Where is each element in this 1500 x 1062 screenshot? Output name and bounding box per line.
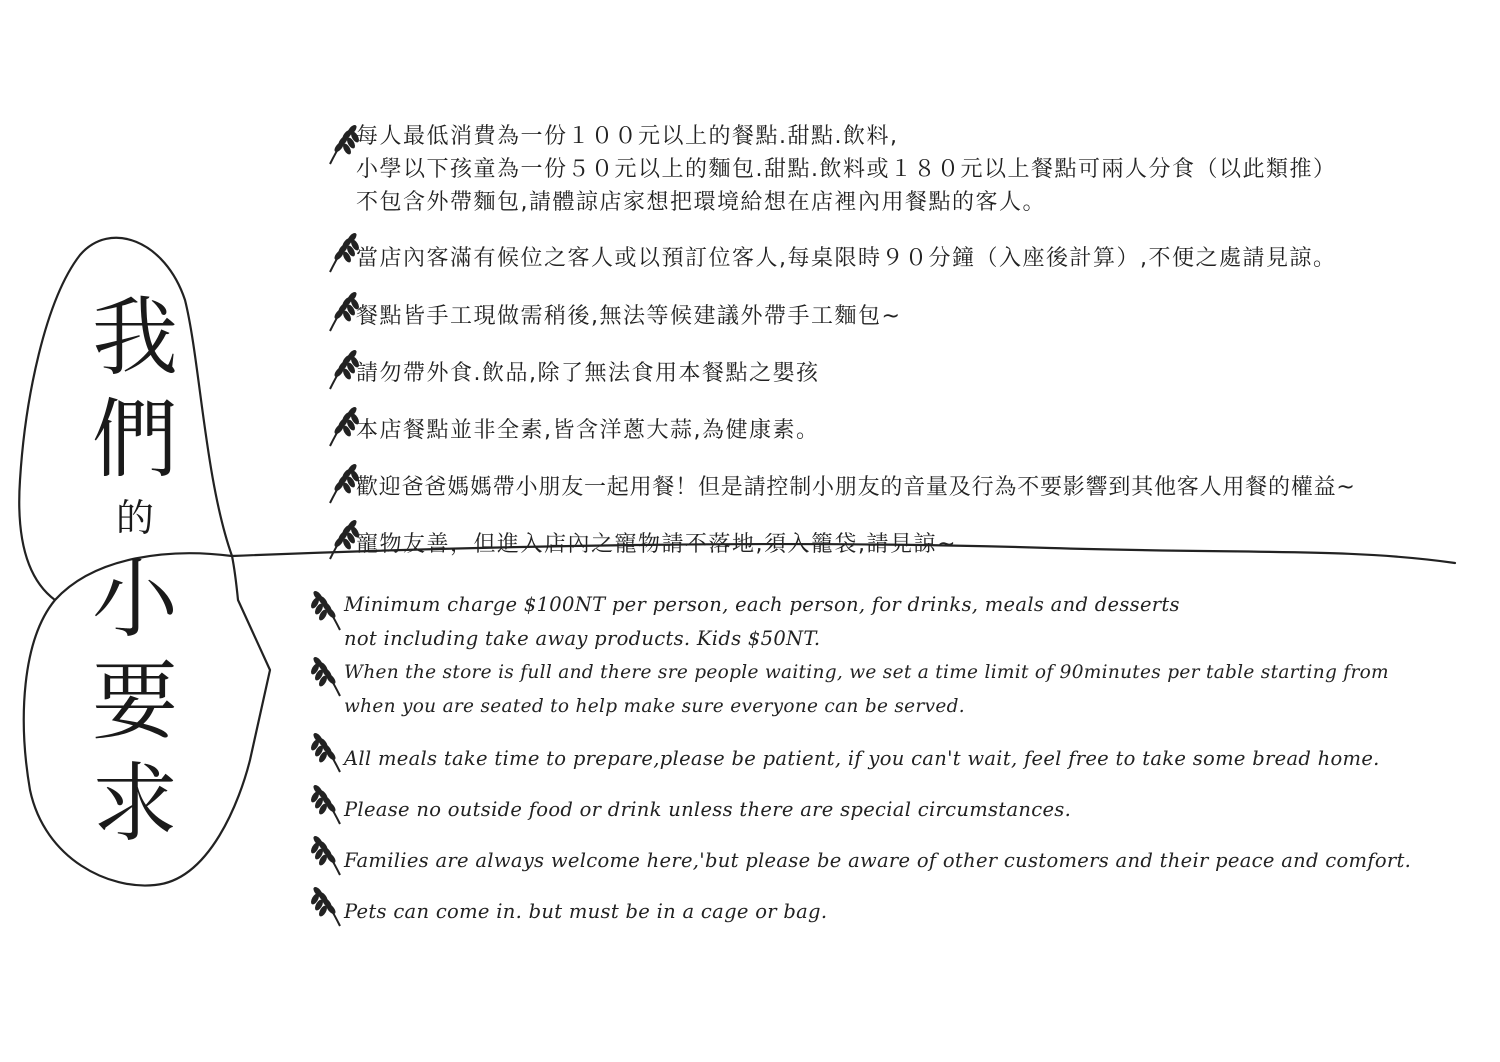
rule-zh-1-line-3: 不包含外帶麵包,請體諒店家想把環境給想在店裡內用餐點的客人。 [356,190,1046,215]
wheat-icon [310,588,344,632]
wheat-icon [326,347,360,391]
title-char-5: 要 [92,652,178,752]
rule-en-6-line-1: Pets can come in. but must be in a cage or bag. [344,900,828,923]
wheat-icon [326,230,360,274]
rule-zh-6 [356,471,1356,504]
rule-en-5-line-1: Families are always welcome here,'but please be aware of other customers and their peace and comfort. [344,849,1412,872]
wheat-icon [310,730,344,774]
title-char-4: 小 [92,550,178,650]
rule-en-6 [344,895,827,929]
wheat-icon [326,404,360,448]
title-char-1: 我 [92,288,178,388]
rule-zh-1-line-2: 小學以下孩童為一份５０元以上的麵包.甜點.飲料或１８０元以上餐點可兩人分食（以此類推） [356,157,1337,182]
rule-zh-3-line-1: 餐點皆手工現做需稍後,無法等候建議外帶手工麵包~ [356,304,902,329]
rule-en-5 [344,844,1411,878]
rule-zh-2-line-1: 當店內客滿有候位之客人或以預訂位客人,每桌限時９０分鐘（入座後計算）,不便之處請見諒。 [356,246,1337,271]
rule-en-2-line-2: when you are seated to help make sure everyone can be served. [344,696,965,717]
wheat-icon [326,122,360,166]
title-vertical [80,288,190,863]
rule-en-1-line-2: not including take away products. Kids $50NT. [344,627,821,650]
rule-en-4-line-1: Please no outside food or drink unless there are special circumstances. [344,798,1072,821]
rule-zh-7 [356,528,957,561]
rule-zh-4-line-1: 請勿帶外食.飲品,除了無法食用本餐點之嬰孩 [356,361,820,386]
rule-zh-1 [356,120,1337,219]
rule-zh-3 [356,300,901,333]
wheat-icon [310,833,344,877]
rule-zh-5 [356,414,820,447]
wheat-icon [326,289,360,333]
rule-zh-6-line-1: 歡迎爸爸媽媽帶小朋友一起用餐！但是請控制小朋友的音量及行為不要影響到其他客人用餐的權益~ [356,475,1356,500]
rule-en-3 [344,742,1380,776]
rule-zh-2 [356,242,1337,275]
rule-zh-5-line-1: 本店餐點並非全素,皆含洋蔥大蒜,為健康素。 [356,418,820,443]
rule-en-3-line-1: All meals take time to prepare,please be patient, if you can't wait, feel free to take some bread home. [344,747,1380,770]
rule-en-1 [344,588,1180,656]
rule-en-1-line-1: Minimum charge $100NT per person, each person, for drinks, meals and desserts [344,593,1180,616]
wheat-icon [310,782,344,826]
title-char-2: 們 [92,390,178,490]
rule-en-2-line-1: When the store is full and there sre people waiting, we set a time limit of 90minutes per table starting from [344,662,1389,683]
wheat-icon [326,461,360,505]
rule-en-2 [344,656,1389,724]
wheat-icon [310,654,344,698]
title-char-3: 的 [115,496,154,540]
rule-en-4 [344,793,1071,827]
rule-zh-7-line-1: 寵物友善，但進入店內之寵物請不落地,須入籠袋,請見諒~ [356,532,957,557]
rule-zh-1-line-1: 每人最低消費為一份１００元以上的餐點.甜點.飲料, [356,124,899,149]
title-char-6: 求 [92,754,178,854]
wheat-icon [310,884,344,928]
rule-zh-4 [356,357,820,390]
wheat-icon [326,517,360,561]
